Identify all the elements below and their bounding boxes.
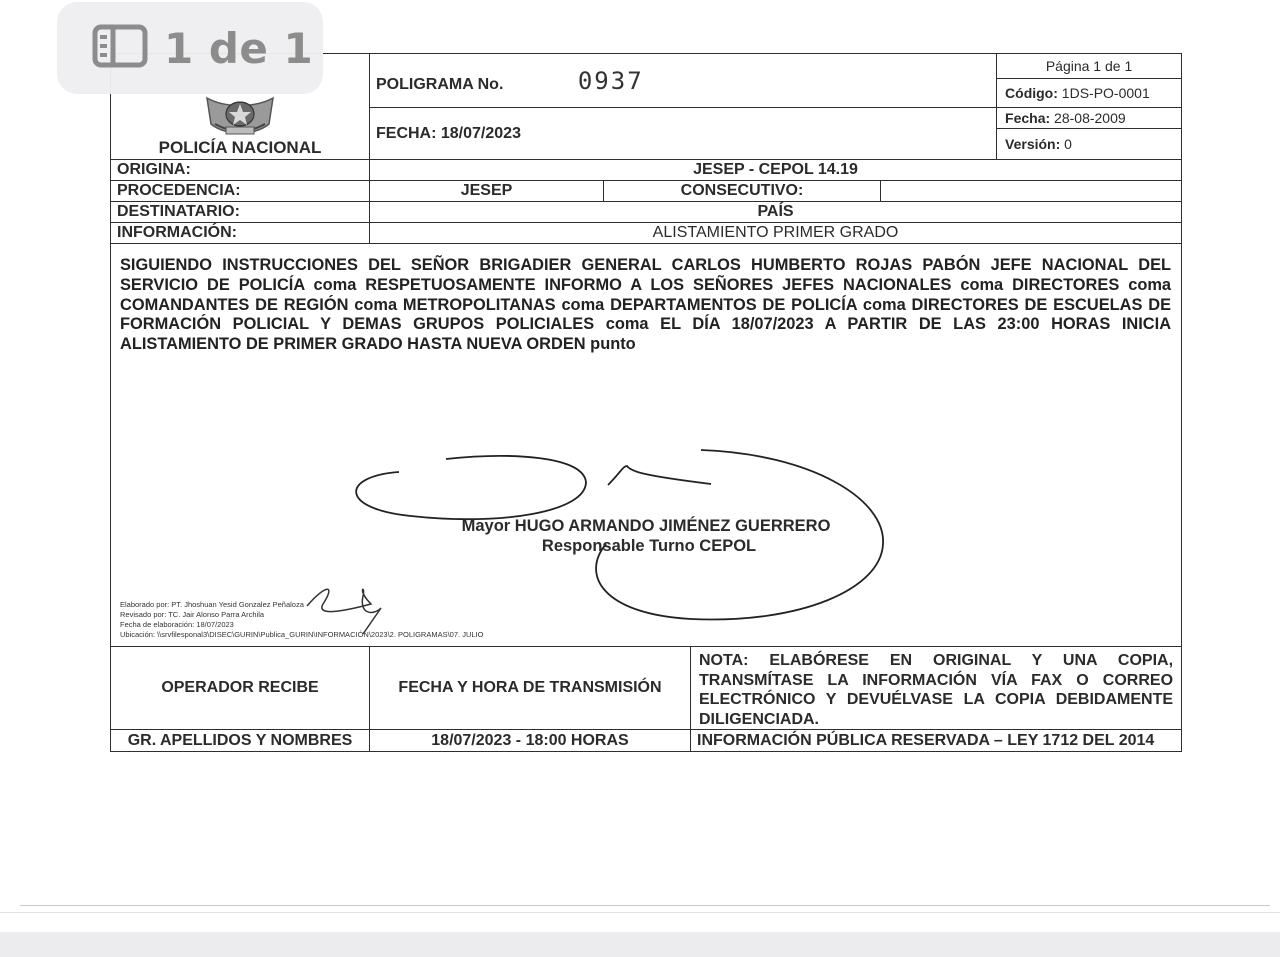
fecha-hora-value: 18/07/2023 - 18:00 HORAS [370,730,691,752]
credit-line: Revisado por: TC. Jair Alonso Parra Archila [120,610,265,619]
page-number: Página 1 de 1 [997,54,1181,79]
codigo-label: Código: [1005,85,1058,101]
fecha-doc-value: 28-08-2009 [1054,110,1126,126]
sidebar-toggle-icon[interactable] [92,24,148,73]
meta-cell-top [997,54,1182,108]
consecutivo-value [881,181,1182,202]
fecha-doc-label: Fecha: [1005,110,1051,126]
fecha-cell [370,108,997,160]
poligrama-number: 0937 [577,66,644,95]
version-label: Versión: [1005,136,1061,152]
procedencia-label: PROCEDENCIA: [111,181,370,202]
fecha-doc-field [997,108,1181,129]
informacion-label: INFORMACIÓN: [111,223,370,244]
fecha-hora-label: FECHA Y HORA DE TRANSMISIÓN [370,647,691,730]
handwritten-signature [111,244,1179,646]
legal-notice: INFORMACIÓN PÚBLICA RESERVADA – LEY 1712 DEL 2014 [691,730,1182,752]
credit-line: Fecha de elaboración: 18/07/2023 [120,620,234,629]
page-edge [20,905,1270,906]
message-body-cell [111,244,1182,647]
poligrama-form [110,53,1182,752]
origina-label: ORIGINA: [111,160,370,181]
codigo-value: 1DS-PO-0001 [1061,85,1150,101]
nota-text: NOTA: ELABÓRESE EN ORIGINAL Y UNA COPIA, TRANSMÍTASE LA INFORMACIÓN VÍA FAX O CORREO ELECTRÓNICO Y DEVUÉLVASE LA COPIA DEBIDAMENTE DILIGENCIADA. [691,647,1182,730]
signer-block [111,516,1181,556]
poligrama-cell [370,54,997,108]
document-credits [120,600,483,640]
procedencia-value: JESEP [370,181,604,202]
fecha-label: FECHA: 18/07/2023 [376,124,521,142]
police-seal-icon [195,94,285,140]
credit-line: Ubicación: \\srvfilesponal3\DISEC\GURIN\Publica_GURIN\INFORMACIÓN\2023\2. POLIGRAMAS\07. JULIO [120,630,484,639]
origina-value: JESEP - CEPOL 14.19 [370,160,1182,181]
version-value: 0 [1064,136,1072,152]
poligrama-label: POLIGRAMA No. [376,75,504,93]
version-field [997,129,1181,159]
consecutivo-label: CONSECUTIVO: [604,181,881,202]
viewer-background [0,932,1280,957]
page-count-label: 1 de 1 [164,23,314,73]
page-edge-shadow [0,912,1280,913]
organization-name: POLICÍA NACIONAL [158,138,322,157]
meta-cell-bottom [997,108,1182,160]
codigo-field [997,79,1181,107]
operador-recibe: OPERADOR RECIBE [111,647,370,730]
message-body: SIGUIENDO INSTRUCCIONES DEL SEÑOR BRIGADIER GENERAL CARLOS HUMBERTO ROJAS PABÓN JEFE NACIONAL DEL SERVICIO DE POLICÍA coma RESPETUOSAMENTE INFORMO A LOS SEÑORES JEFES NACIONALES coma DIRECTORES coma COMANDANTES DE REGIÓN coma METROPOLITANAS coma DEPARTAMENTOS DE POLICÍA coma DIRECTORES DE ESCUELAS DE FORMACIÓN POLICIAL Y DEMAS GRUPOS POLICIALES coma EL DÍA 18/07/2023 A PARTIR DE LAS 23:00 HORAS INICIA ALISTAMIENTO DE PRIMER GRADO HASTA NUEVA ORDEN punto [120,256,1172,354]
page-indicator[interactable] [57,2,323,94]
signer-title: Responsable Turno CEPOL [541,537,757,555]
destinatario-value: PAÍS [370,202,1182,223]
signer-name: Mayor HUGO ARMANDO JIMÉNEZ GUERRERO [461,517,831,535]
credit-line: Elaborado por: PT. Jhoshuan Yesid Gonzalez Peñaloza [120,600,304,609]
destinatario-label: DESTINATARIO: [111,202,370,223]
informacion-value: ALISTAMIENTO PRIMER GRADO [370,223,1182,244]
apellidos-label: GR. APELLIDOS Y NOMBRES [111,730,370,752]
